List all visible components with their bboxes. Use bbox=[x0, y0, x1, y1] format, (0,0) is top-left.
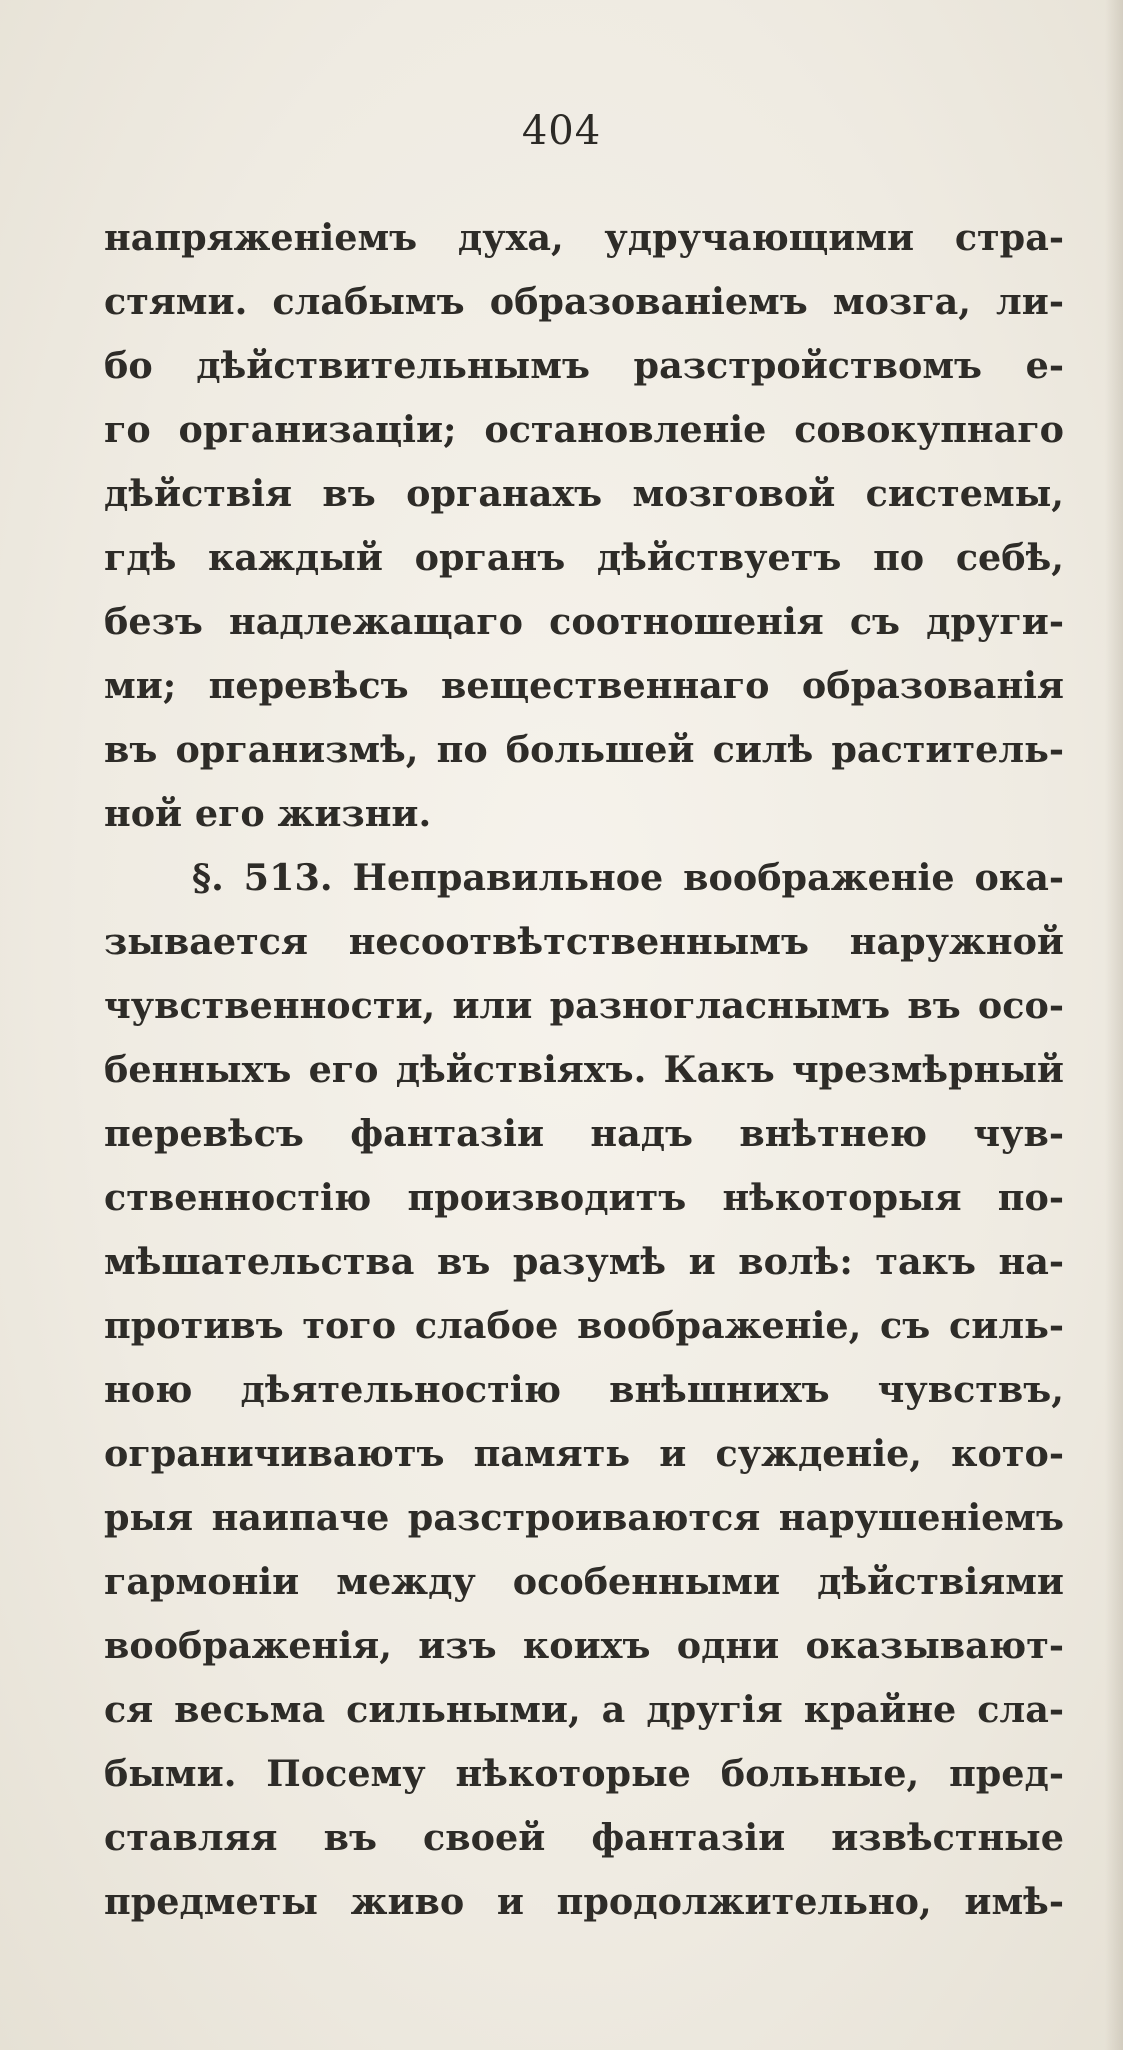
paragraph-2 bbox=[104, 846, 1064, 1934]
text-line: го организаціи; остановленіе совокупнаго bbox=[104, 408, 1064, 451]
text-line: мѣшательства въ разумѣ и волѣ: такъ на- bbox=[104, 1240, 1064, 1283]
page-edge-shadow bbox=[1105, 0, 1123, 2050]
text-line: ставляя въ своей фантазіи извѣстные bbox=[104, 1816, 1064, 1859]
text-line: бо дѣйствительнымъ разстройствомъ е- bbox=[104, 344, 1064, 387]
text-line: противъ того слабое воображеніе, съ силь- bbox=[104, 1304, 1064, 1347]
text-body bbox=[104, 206, 1064, 1934]
page-number: 404 bbox=[521, 108, 602, 154]
text-line: ся весьма сильными, а другія крайне сла- bbox=[104, 1688, 1064, 1731]
text-line: ограничиваютъ память и сужденіе, кото- bbox=[104, 1432, 1064, 1475]
text-line: ной его жизни. bbox=[104, 792, 432, 835]
text-line: бенныхъ его дѣйствіяхъ. Какъ чрезмѣрный bbox=[104, 1048, 1064, 1091]
text-line: ственностію производитъ нѣкоторыя по- bbox=[104, 1176, 1064, 1219]
text-line: гармоніи между особенными дѣйствіями bbox=[104, 1560, 1064, 1603]
text-line: быми. Посему нѣкоторые больные, пред- bbox=[104, 1752, 1064, 1795]
text-line: ною дѣятельностію внѣшнихъ чувствъ, bbox=[104, 1368, 1064, 1411]
text-line: ми; перевѣсъ вещественнаго образованія bbox=[104, 664, 1064, 707]
text-line: напряженіемъ духа, удручающими стра- bbox=[104, 216, 1064, 259]
paragraph-1 bbox=[104, 206, 1064, 846]
section-heading-line: §. 513. Неправильное воображеніе ока- bbox=[192, 856, 1064, 899]
text-line: чувственности, или разногласнымъ въ осо- bbox=[104, 984, 1064, 1027]
text-line: зывается несоотвѣтственнымъ наружной bbox=[104, 920, 1064, 963]
text-line: дѣйствія въ органахъ мозговой системы, bbox=[104, 472, 1064, 515]
text-line: предметы живо и продолжительно, имѣ- bbox=[104, 1880, 1064, 1923]
text-line: стями. слабымъ образованіемъ мозга, ли- bbox=[104, 280, 1064, 323]
text-line: перевѣсъ фантазіи надъ внѣтнею чув- bbox=[104, 1112, 1064, 1155]
text-line: воображенія, изъ коихъ одни оказывают- bbox=[104, 1624, 1064, 1667]
text-line: рыя наипаче разстроиваются нарушеніемъ bbox=[104, 1496, 1064, 1539]
text-line: безъ надлежащаго соотношенія съ други- bbox=[104, 600, 1064, 643]
text-line: въ организмѣ, по большей силѣ раститель- bbox=[104, 728, 1064, 771]
text-line: гдѣ каждый органъ дѣйствуетъ по себѣ, bbox=[104, 536, 1064, 579]
